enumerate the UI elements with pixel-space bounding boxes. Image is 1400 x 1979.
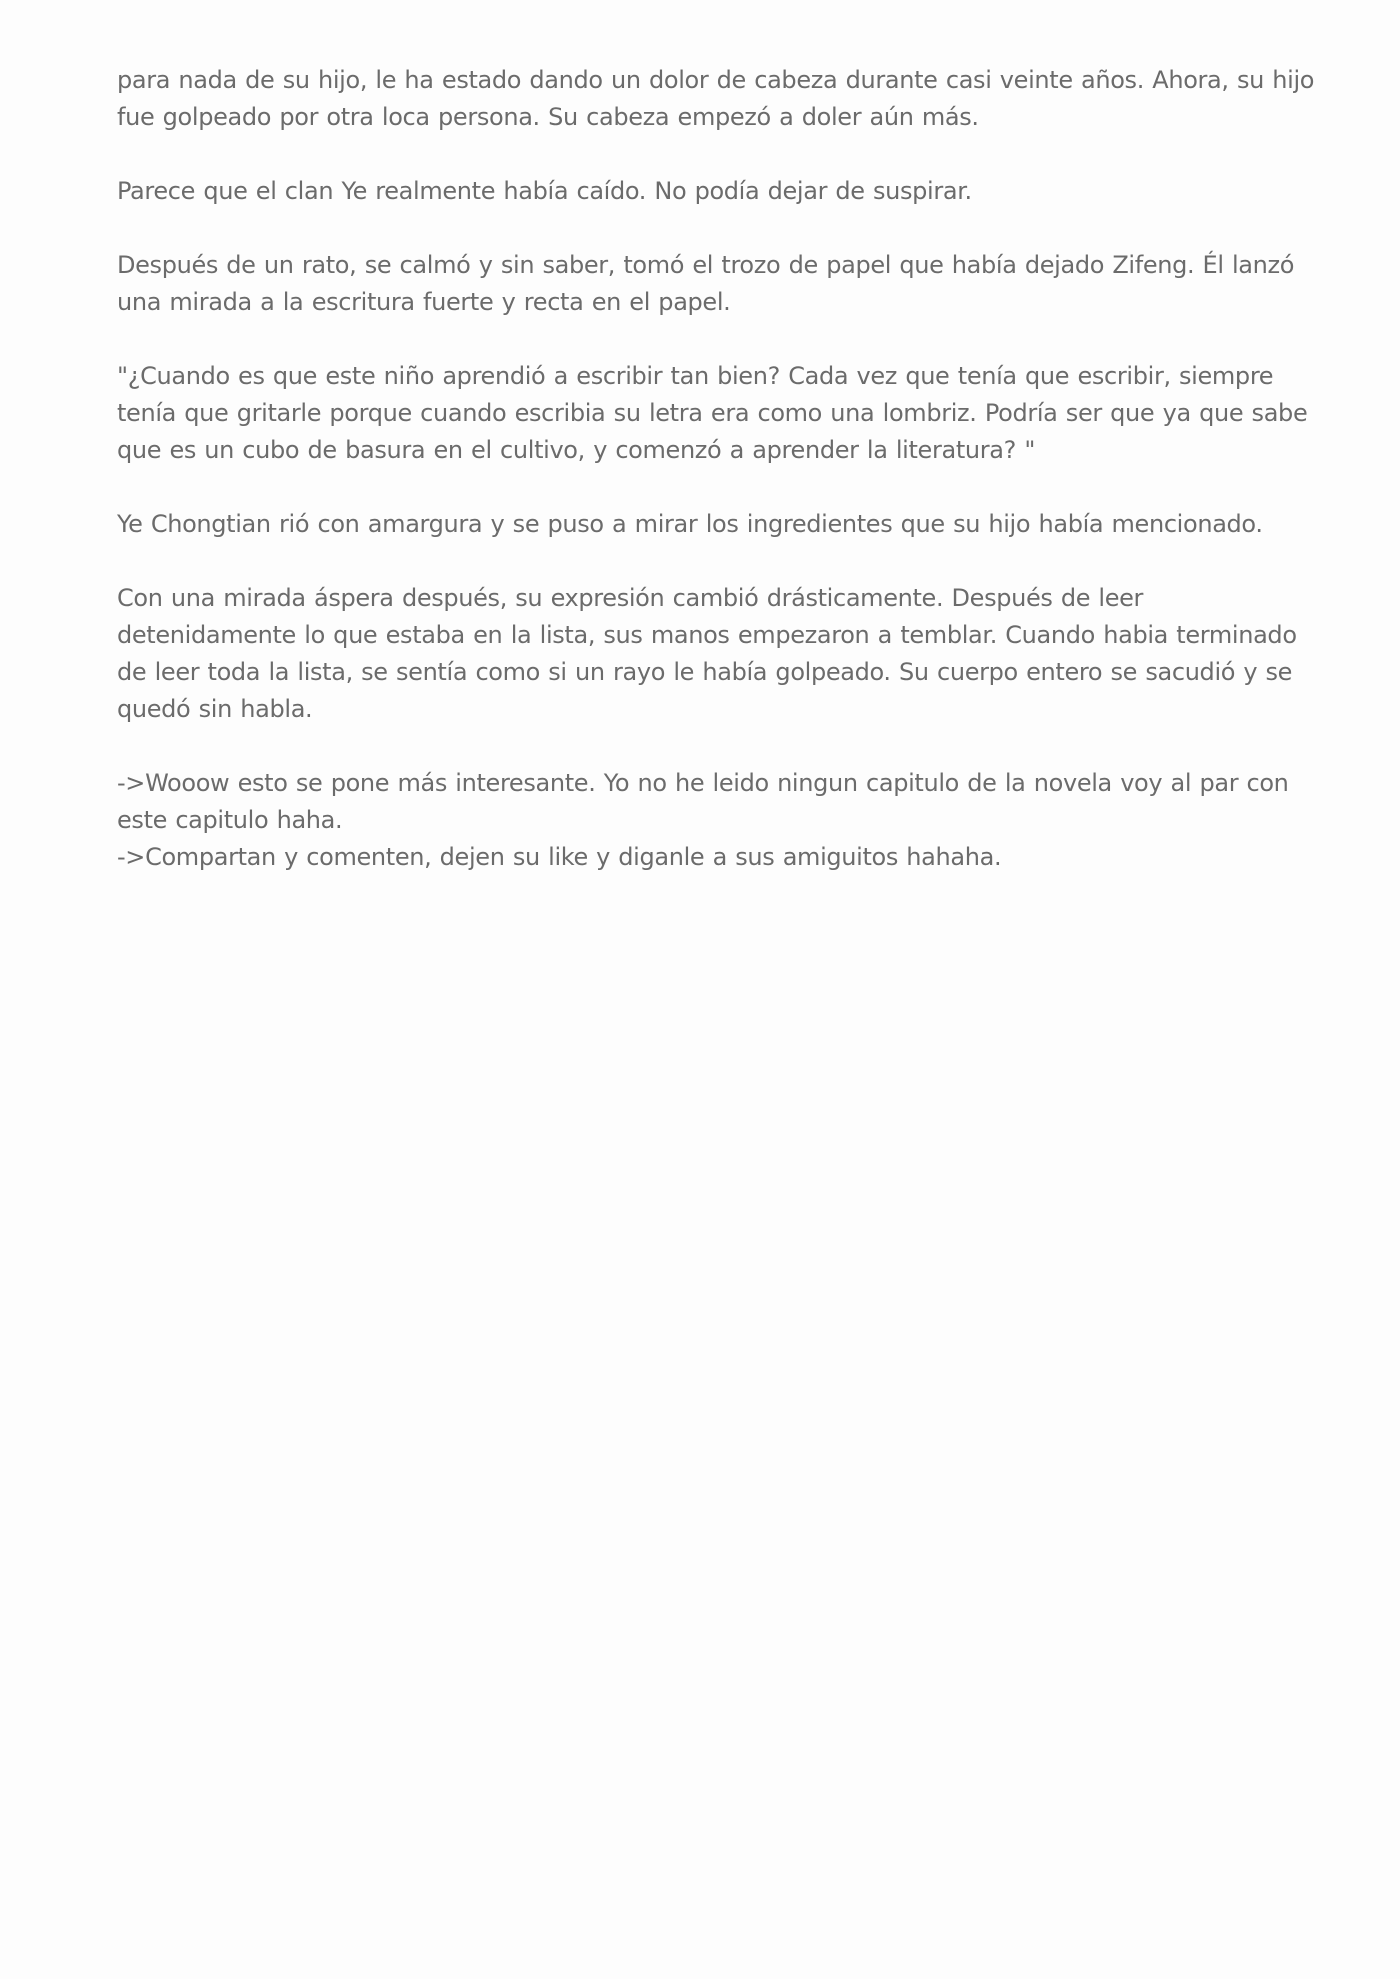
translator-note: ->Wooow esto se pone más interesante. Yo no he leido ningun capitulo de la novela voy al par con este capitulo haha. [117,769,1289,834]
document-page [117,62,1317,876]
paragraph: Con una mirada áspera después, su expresión cambió drásticamente. Después de leer detenidamente lo que estaba en la lista, sus manos empezaron a temblar. Cuando habia terminado de leer toda la lista, se sentía como si un rayo le había golpeado. Su cuerpo entero se sacudió y se quedó sin habla. [117,584,1297,723]
paragraph: Parece que el clan Ye realmente había caído. No podía dejar de suspirar. [117,177,972,205]
paragraph: "¿Cuando es que este niño aprendió a escribir tan bien? Cada vez que tenía que escribir, siempre tenía que gritarle porque cuando escribia su letra era como una lombriz. Podría ser que ya que sabe que es un cubo de basura en el cultivo, y comenzó a aprender la literatura? " [117,362,1308,464]
paragraph: para nada de su hijo, le ha estado dando un dolor de cabeza durante casi veinte años. Ahora, su hijo fue golpeado por otra loca persona. Su cabeza empezó a doler aún más. [117,66,1315,131]
paragraph: Ye Chongtian rió con amargura y se puso a mirar los ingredientes que su hijo había mencionado. [117,510,1263,538]
paragraph: Después de un rato, se calmó y sin saber, tomó el trozo de papel que había dejado Zifeng. Él lanzó una mirada a la escritura fuerte y recta en el papel. [117,251,1295,316]
translator-note: ->Compartan y comenten, dejen su like y diganle a sus amiguitos hahaha. [117,843,1002,871]
